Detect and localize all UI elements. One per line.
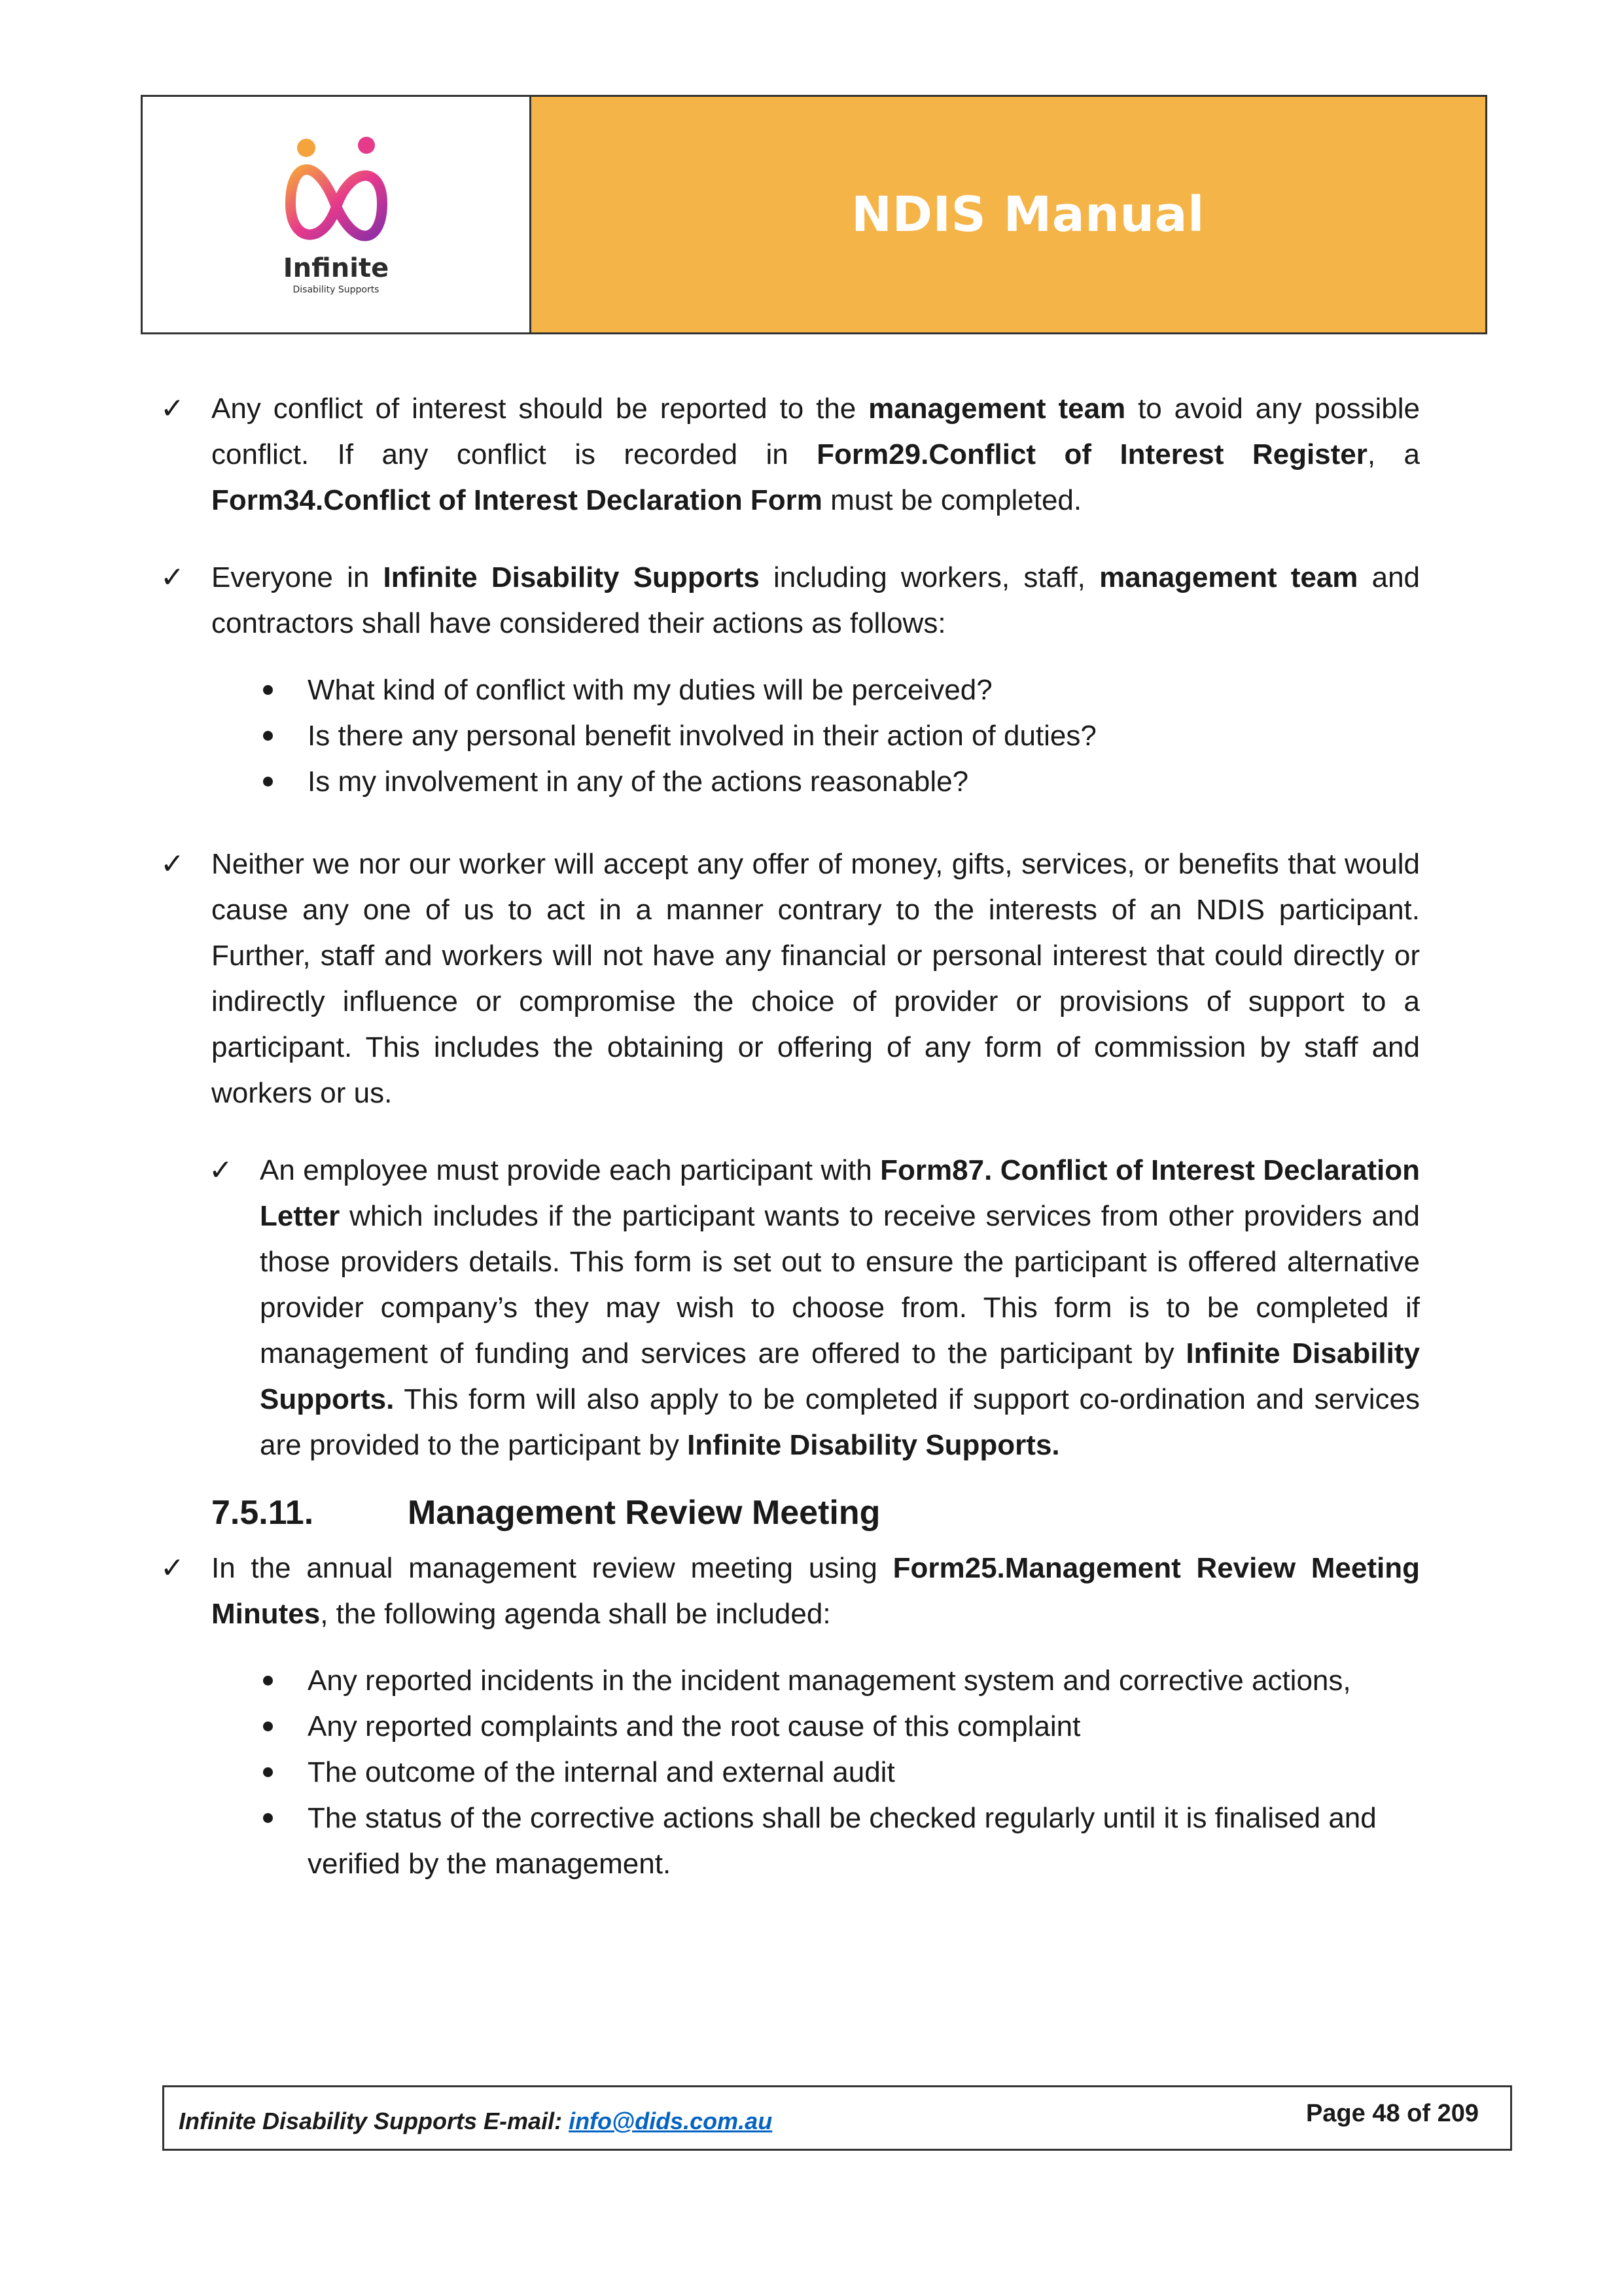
list-item: Is there any personal benefit involved in their action of duties? [308, 713, 1420, 759]
bullet-list [160, 667, 1420, 805]
checkmark-icon: ✓ [160, 392, 185, 425]
logo-wordmark: Infinite [283, 253, 389, 283]
check-item-nested: ✓ An employee must provide each participant with Form87. Conflict of Interest Declaration Letter which includes if the participant wants to receive services from other providers and those providers details. This form is set out to ensure the participant is offered alternative provider company’s they may wish to choose from. This form is to be completed if management of funding and services are offered to the participant by Infinite Disability Supports. This form will also apply to be completed if support co-ordination and services are provided to the participant by Infinite Disability Supports. [209, 1148, 1420, 1468]
bullet-dot-icon [263, 685, 273, 695]
checkmark-icon: ✓ [209, 1154, 233, 1187]
email-link[interactable]: info@dids.com.au [569, 2108, 773, 2134]
list-item: What kind of conflict with my duties will be perceived? [308, 667, 1420, 713]
bullet-dot-icon [263, 1767, 273, 1777]
bullet-dot-icon [263, 1813, 273, 1823]
page-content [160, 386, 1420, 1924]
check-item: ✓ Any conflict of interest should be reported to the management team to avoid any possible conflict. If any conflict is recorded in Form29.Conflict of Interest Register, a Form34.Conflict of Interest Declaration Form must be completed. [160, 386, 1420, 523]
list-item: Any reported complaints and the root cause of this complaint [308, 1704, 1420, 1750]
logo-tagline: Disability Supports [292, 285, 380, 295]
list-item: Is my involvement in any of the actions reasonable? [308, 759, 1420, 805]
bullet-dot-icon [263, 1676, 273, 1686]
list-item: The outcome of the internal and external audit [308, 1750, 1420, 1795]
section-heading [211, 1487, 1420, 1539]
company-logo [271, 135, 402, 294]
section-title: Management Review Meeting [408, 1494, 881, 1532]
list-item: The status of the corrective actions shall be checked regularly until it is finalised and verified by the management. [308, 1795, 1420, 1887]
section-number: 7.5.11. [211, 1494, 314, 1532]
bullet-dot-icon [263, 1722, 273, 1731]
check-item: ✓ Neither we nor our worker will accept any offer of money, gifts, services, or benefits that would cause any one of us to act in a manner contrary to the interests of an NDIS participant. Further, staff and workers will not have any financial or personal interest that could directly or indirectly influence or compromise the choice of provider or provisions of support to a participant. This includes the obtaining or offering of any form of commission by staff and workers or us. [160, 841, 1420, 1116]
page-number: Page 48 of 209 [1305, 2100, 1479, 2127]
checkmark-icon: ✓ [160, 847, 185, 881]
check-item: ✓ Everyone in Infinite Disability Supports including workers, staff, management team and contractors shall have considered their actions as follows: [160, 555, 1420, 646]
bullet-dot-icon [263, 731, 273, 741]
list-item: Any reported incidents in the incident management system and corrective actions, [308, 1658, 1420, 1704]
infinity-logo-icon [271, 135, 402, 259]
check-item: ✓ In the annual management review meeting using Form25.Management Review Meeting Minutes, the following agenda shall be included: [160, 1545, 1420, 1637]
bullet-dot-icon [263, 777, 273, 786]
checkmark-icon: ✓ [160, 1551, 185, 1585]
title-banner [531, 97, 1485, 332]
page-footer [162, 2085, 1512, 2151]
footer-company: Infinite Disability Supports E-mail: info@dids.com.au [179, 2108, 773, 2134]
logo-cell [143, 97, 531, 332]
document-title: NDIS Manual [851, 186, 1205, 243]
checkmark-icon: ✓ [160, 561, 185, 594]
bullet-list [160, 1658, 1420, 1887]
page-header [141, 95, 1487, 334]
